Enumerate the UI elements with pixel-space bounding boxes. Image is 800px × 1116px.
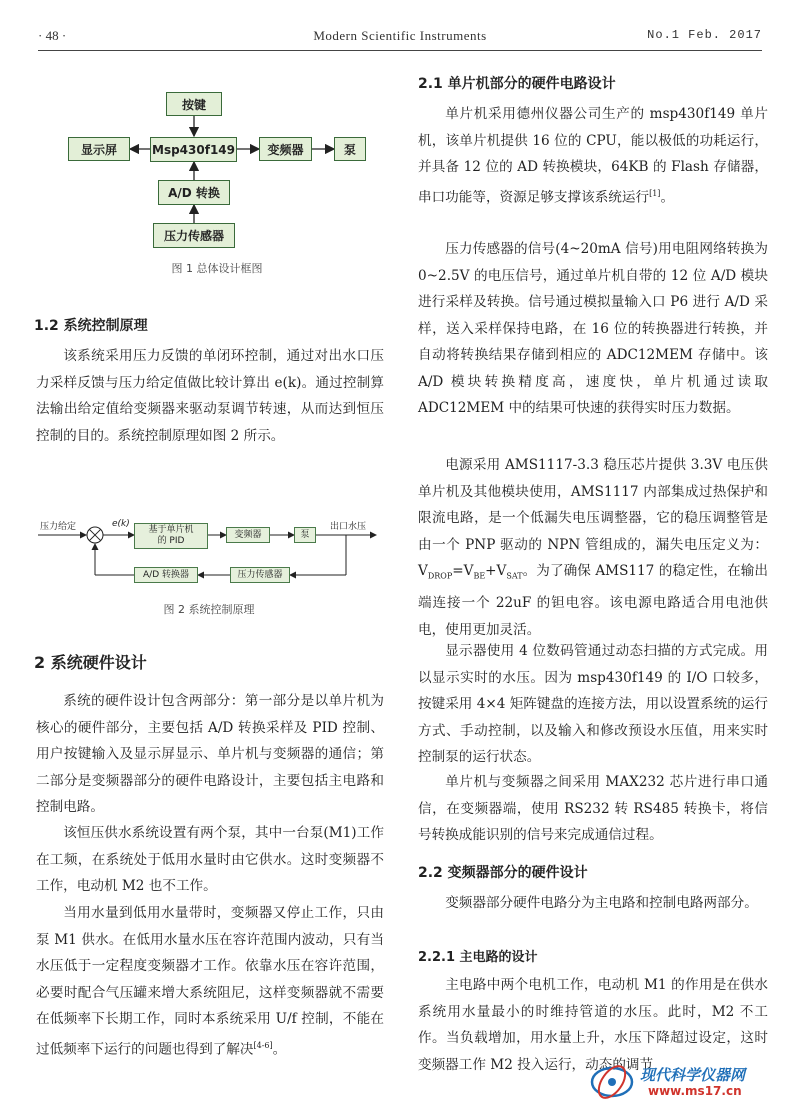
- fig1-sensor-box: 压力传感器: [153, 223, 235, 248]
- fig1-inverter-box: 变频器: [259, 137, 312, 161]
- fig2-controller-box: [134, 523, 208, 549]
- section-2-1-para-5: 单片机与变频器之间采用 MAX232 芯片进行串口通信，在变频器端，使用 RS232 转 RS485 转换卡，将信号转换成能识别的信号来完成通信过程。: [418, 774, 768, 843]
- section-2-1-para-3: [418, 452, 768, 643]
- fig1-display-box: 显示屏: [68, 137, 130, 161]
- section-2-2-1-title: 2.2.1 主电路的设计: [418, 950, 538, 965]
- section-2-1-para-2: 压力传感器的信号(4~20mA 信号)用电阻网络转换为 0~2.5V 的电压信号，通过单片机自带的 12 位 A/D 模块进行采样及转换。信号通过模拟量输入口 P6 进行 A/D 采样，送入采样保持电路，在 16 位的转换器进行转换，并自动将转换结果存储到相应的 ADC12MEM 存储中。该 A/D 模块转换精度高，速度快，单片机通过读取 ADC12MEM 中的结果可快速的获得实时压力数据。: [418, 241, 768, 416]
- section-1-2-body: 该系统采用压力反馈的单闭环控制，通过对出水口压力采样反馈与压力给定值做比较计算出 e(k)。通过控制算法输出给定值给变频器来驱动泵调节转速，从而达到恒压控制的目的。系统控制原理如图 2 所示。: [36, 348, 384, 444]
- citation-4-6: [4-6]: [253, 1040, 273, 1050]
- header-rule: [38, 50, 762, 51]
- watermark-url: www.ms17.cn: [648, 1084, 742, 1098]
- formula-plus: +V: [485, 563, 507, 579]
- issue-info: No.1 Feb. 2017: [647, 28, 762, 42]
- section-2-1-para-1-text: 单片机采用德州仪器公司生产的 msp430f149 单片机，该单片机提供 16 位的 CPU，能以极低的功耗运行，并具备 12 位的 AD 转换模块，64KB 的 Flash 存储器，串口功能等，资源足够支撑该系统运行: [418, 106, 768, 206]
- site-watermark: [588, 1060, 788, 1104]
- figure-1-caption: 图 1 总体设计框图: [171, 262, 263, 275]
- fig2-input-label: 压力给定: [40, 522, 77, 532]
- citation-1: [1]: [649, 188, 661, 198]
- running-header: [30, 26, 770, 48]
- section-2-1-para-4: 显示器使用 4 位数码管通过动态扫描的方式完成。用以显示实时的水压。因为 msp430f149 的 I/O 口较多，按键采用 4×4 矩阵键盘的连接方法，用以设置系统的运行方式、手动控制，以及输入和修改预设水压值，用来实时控制泵的运行状态。: [418, 643, 768, 765]
- section-2-para-3-end: 。: [272, 1041, 287, 1058]
- section-2-para-1: 系统的硬件设计包含两部分：第一部分是以单片机为核心的硬件部分，主要包括 A/D 转换采样及 PID 控制、用户按键输入及显示屏显示、单片机与变频器的通信；第二部分是变频器部分的硬件电路设计，主要包括主电路和控制电路。: [36, 693, 384, 815]
- section-2-para-3: [36, 900, 384, 1063]
- fig2-inverter-box: 变频器: [226, 527, 270, 543]
- page-number: · 48 ·: [38, 28, 67, 43]
- section-2-2-para-1: 变频器部分硬件电路分为主电路和控制电路两部分。: [445, 895, 758, 911]
- fig2-controller-line2: 的 PID: [157, 536, 185, 546]
- formula-eq: =V: [452, 563, 474, 579]
- fig1-adc-box: A/D 转换: [158, 180, 230, 205]
- section-2-2-title: 2.2 变频器部分的硬件设计: [418, 865, 588, 881]
- fig2-pump-box: 泵: [294, 527, 316, 543]
- fig2-error-label: e(k): [112, 519, 130, 529]
- fig1-pump-box: 泵: [334, 137, 366, 161]
- fig2-controller-line1: 基于单片机: [148, 525, 194, 535]
- subscript-drop: DROP: [427, 571, 453, 581]
- fig1-key-box: 按键: [166, 92, 222, 116]
- section-2-1-title: 2.1 单片机部分的硬件电路设计: [418, 76, 616, 92]
- section-2-1-para-3-text: 电源采用 AMS1117-3.3 稳压芯片提供 3.3V 电压供单片机及其他模块使用，AMS1117 内部集成过热保护和限流电路，是一个低漏失电压调整器，它的稳压调整管是由一个 PNP 驱动的 NPN 管组成的，漏失电压定义为：V: [418, 457, 768, 579]
- subscript-sat: SAT: [506, 571, 523, 581]
- section-2-title: 2 系统硬件设计: [34, 653, 147, 672]
- section-2-2-1-para-1: 主电路中两个电机工作，电动机 M1 的作用是在供水系统用水量最小的时维持管道的水压。此时，M2 不工作。当负载增加，用水量上升，水压下降超过设定，这时变频器工作 M2 投入运行，动态的调节: [418, 977, 768, 1073]
- fig1-mcu-box: Msp430f149: [150, 137, 237, 162]
- section-1-2-title: 1.2 系统控制原理: [34, 318, 148, 334]
- subscript-be: BE: [473, 571, 486, 581]
- figure-1: [48, 70, 386, 280]
- watermark-title: 现代科学仪器网: [640, 1066, 746, 1084]
- fig2-sensor-box: 压力传感器: [230, 567, 290, 583]
- section-2-1-para-1: [418, 101, 768, 211]
- figure-2: [34, 495, 384, 625]
- figure-2-caption: 图 2 系统控制原理: [163, 603, 255, 616]
- watermark-logo-icon: [588, 1062, 636, 1102]
- section-2-1-para-1-end: 。: [660, 189, 675, 206]
- journal-title: Modern Scientific Instruments: [313, 28, 487, 43]
- section-2-1-para-3-end: 。为了确保 AMS117 的稳定性，在输出端连接一个 22uF 的钽电容。该电源电路适合用电池供电，使用更加灵活。: [418, 563, 768, 638]
- fig2-adc-box: A/D 转换器: [134, 567, 198, 583]
- fig2-output-label: 出口水压: [330, 522, 367, 532]
- section-2-para-2: 该恒压供水系统设置有两个泵，其中一台泵(M1)工作在工频，在系统处于低用水量时由它供水。这时变频器不工作，电动机 M2 也不工作。: [36, 825, 384, 894]
- section-2-para-3-text: 当用水量到低用水量带时，变频器又停止工作，只由泵 M1 供水。在低用水量水压在容许范围内波动，只有当水压低于一定程度变频器才工作。依靠水压在容许范围，必要时配合气压罐来增大系统阻尼，这样变频器就不需要在低频率下长期工作，同时本系统采用 U/f 控制，不能在过低频率下运行的问题也得到了解决: [36, 905, 384, 1058]
